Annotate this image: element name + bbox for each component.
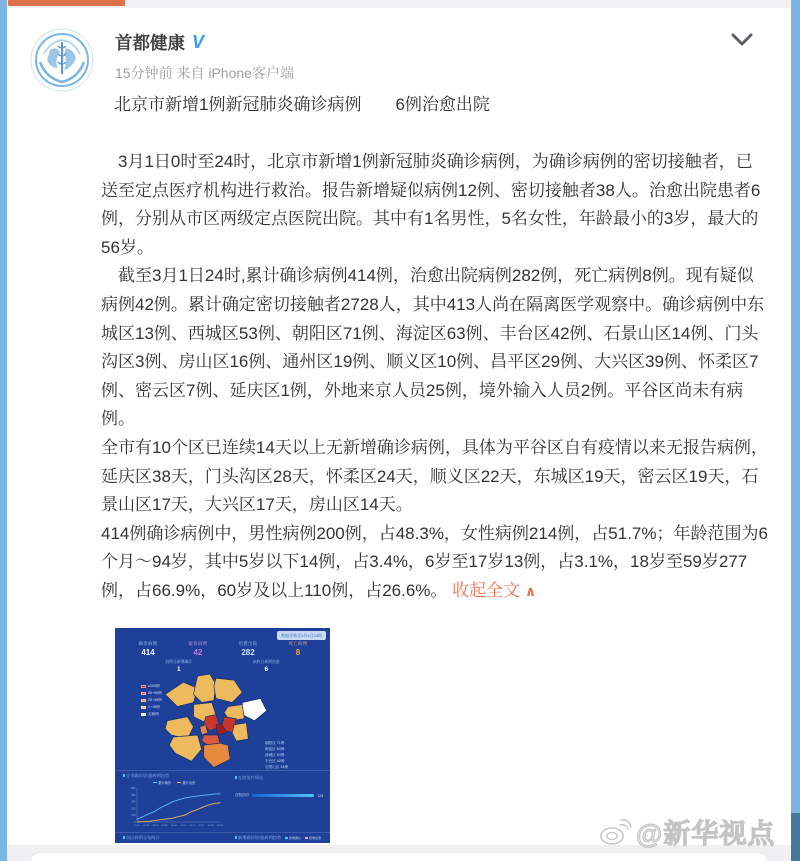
scrollbar-dark-segment: [791, 813, 800, 861]
stat-confirmed-label: 确诊病例: [138, 641, 158, 646]
username[interactable]: 首都健康: [115, 33, 185, 53]
legend-label: 无病例: [148, 712, 159, 716]
map-district: [204, 743, 230, 767]
svg-text:02.21: 02.21: [198, 825, 205, 827]
map-district: [214, 678, 242, 702]
map-district: [232, 723, 248, 741]
map-callout: 丰台区 42例: [265, 759, 285, 763]
svg-text:02.09: 02.09: [171, 825, 177, 827]
dashboard-update-pill: 数据更新至3月1日24时: [277, 631, 326, 640]
footer-right: [235, 835, 321, 841]
legend-dot: [177, 782, 181, 784]
legend-item-confirmed: [153, 780, 171, 785]
chevron-up-icon[interactable]: ∧: [524, 582, 537, 599]
svg-text:0: 0: [134, 821, 136, 824]
weibo-watermark: [598, 812, 775, 851]
next-card-top: [30, 852, 768, 861]
legend-label: 50~99例: [148, 691, 162, 695]
svg-text:100: 100: [131, 814, 136, 818]
legend-swatch: [141, 685, 146, 689]
stat-dead-label: 死亡病例: [288, 641, 308, 646]
substat-new-confirmed-label: 较昨日新增确诊: [165, 660, 193, 664]
hospital-bar-label: 在院治疗: [235, 793, 250, 797]
legend-item-cured: [177, 780, 195, 785]
legend-label: ≥100例: [148, 684, 160, 688]
stat-cured-value: 282: [241, 648, 255, 657]
legend-dot: [305, 837, 308, 839]
svg-text:02.01: 02.01: [152, 825, 159, 827]
paragraph-4: [101, 520, 769, 606]
legend-label: 1~19例: [148, 705, 160, 709]
svg-text:02.17: 02.17: [189, 825, 196, 827]
paragraph-2: 截至3月1日24时,累计确诊病例414例，治愈出院病例282例，死亡病例8例。现有疑似病例42例。累计确定密切接触者2728人，其中413人尚在隔离医学观察中。确诊病例中东城区13例、西城区53例、朝阳区71例、海淀区63例、丰台区42例、石景山区14例、门头沟区3例、房山区16例、通州区19例、顺义区10例、昌平区29例、大兴区39例、怀柔区7例、密云区7例、延庆区1例，外地来京人员25例，境外输入人员2例。平谷区尚未有病例。: [101, 266, 765, 429]
progress-bar: [8, 0, 125, 6]
hospital-bar: [252, 794, 314, 797]
legend-text: 累计治愈: [182, 781, 196, 785]
svg-text:200: 200: [131, 807, 136, 811]
map-district: [165, 682, 197, 706]
footer-left-title: 各区病例分布统计: [123, 835, 160, 841]
map-district: [242, 698, 266, 720]
hospital-section-title: 在院治疗情况: [235, 775, 325, 781]
dashboard-stats-row: [123, 641, 323, 657]
map-callout: 石景山区 14例: [265, 765, 288, 769]
svg-text:400: 400: [131, 793, 136, 797]
substat-new-cured-label: 较昨日新增治愈: [252, 660, 280, 664]
post-timestamp-source: 15分钟前 来自 iPhone客户端: [115, 65, 294, 81]
map-district: [169, 735, 201, 761]
paragraph-3: 全市有10个区已连续14天以上无新增确诊病例，具体为平谷区自有疫情以来无报告病例，延庆区38天，门头沟区28天，怀柔区24天，顺义区22天，东城区19天，密云区19天，石景山区17天，大兴区17天，房山区14天。: [101, 437, 768, 515]
map-callout: 朝阳区 71例: [265, 741, 285, 745]
paragraph-4-text: 414例确诊病例中，男性病例200例，占48.3%，女性病例214例，占51.7%；年龄范围为6个月～94岁，其中5岁以下14例，占3.4%，6岁至17岁13例，占3.1%，18岁至59岁277例，占66.9%，60岁及以上110例，占26.6%。: [101, 523, 768, 600]
trend-chart-svg: [123, 785, 225, 831]
legend-swatch: [141, 713, 146, 717]
trend-chart-block: [123, 773, 225, 831]
footer-right-title: 新增确诊/治愈病例趋势: [235, 835, 281, 841]
stat-cured: [223, 641, 273, 657]
hospital-bar-value: 124: [317, 793, 324, 798]
scrollbar[interactable]: [791, 0, 800, 861]
svg-text:02.29: 02.29: [217, 825, 223, 827]
dashboard-footer-section: [115, 832, 330, 843]
stat-dead-value: 8: [295, 648, 301, 657]
post-title: 北京市新增1例新冠肺炎确诊病例 6例治愈出院: [114, 95, 490, 114]
chevron-down-icon[interactable]: [729, 30, 755, 50]
legend-label: 20~49例: [148, 698, 162, 702]
avatar[interactable]: [30, 28, 94, 92]
user-name-row: [115, 30, 204, 55]
svg-text:300: 300: [131, 800, 136, 804]
stat-suspected-value: 42: [193, 648, 203, 657]
stat-dead: [273, 641, 323, 657]
post-card: [7, 8, 791, 845]
paragraph-1: 3月1日0时至24时，北京市新增1例新冠肺炎确诊病例，为确诊病例的密切接触者，已送至定点医疗机构进行救治。报告新增疑似病例12例、密切接触者38人。治愈出院患者6例，分别从市区两级定点医院出院。其中有1名男性，5名女性，年龄最小的3岁，最大的56岁。: [101, 152, 761, 257]
substat-new-confirmed-value: 1: [176, 666, 181, 673]
stat-suspected-label: 疑似病例: [188, 641, 208, 646]
legend-swatch: [141, 706, 146, 710]
footer-legend-cured: [305, 836, 321, 840]
hospital-bar-block: [235, 775, 325, 798]
verified-badge-icon: V: [192, 32, 205, 52]
svg-text:500: 500: [131, 787, 136, 790]
svg-text:02.25: 02.25: [208, 825, 214, 827]
legend-text: 新增确诊: [289, 836, 302, 840]
embedded-epidemic-dashboard-image[interactable]: [115, 628, 330, 843]
dashboard-bottom-section: [115, 770, 330, 832]
legend-text: 新增治愈: [309, 836, 322, 840]
weibo-logo-icon: [598, 817, 632, 847]
legend-dot: [285, 837, 288, 839]
browser-topbar: [7, 0, 791, 8]
substat-new-cured-value: 6: [264, 666, 269, 673]
legend-text: 累计确诊: [158, 781, 171, 785]
svg-text:01.28: 01.28: [143, 825, 149, 827]
stat-confirmed: [123, 641, 173, 657]
legend-swatch: [141, 699, 146, 703]
map-callout-list: [265, 740, 288, 770]
collapse-full-text-link[interactable]: 收起全文: [452, 580, 521, 600]
map-callout: 海淀区 63例: [265, 747, 285, 751]
legend-dot: [153, 782, 157, 784]
svg-text:02.13: 02.13: [180, 825, 186, 827]
trend-chart-title: 全市确诊/治愈病例趋势: [123, 773, 225, 779]
map-district: [194, 674, 216, 702]
post-body: [101, 148, 769, 606]
stat-suspected: [173, 641, 223, 657]
map-callout: 西城区 53例: [265, 753, 285, 757]
watermark-text: @新华视点: [636, 819, 776, 849]
stat-cured-label: 治愈出院: [238, 641, 258, 646]
stat-confirmed-value: 414: [141, 648, 155, 657]
footer-legend-confirmed: [285, 836, 301, 840]
legend-swatch: [141, 692, 146, 696]
left-frame-strip: [0, 0, 7, 861]
hospital-bar-row: [235, 793, 325, 798]
svg-text:01.24: 01.24: [134, 825, 140, 827]
svg-text:02.05: 02.05: [161, 825, 168, 827]
